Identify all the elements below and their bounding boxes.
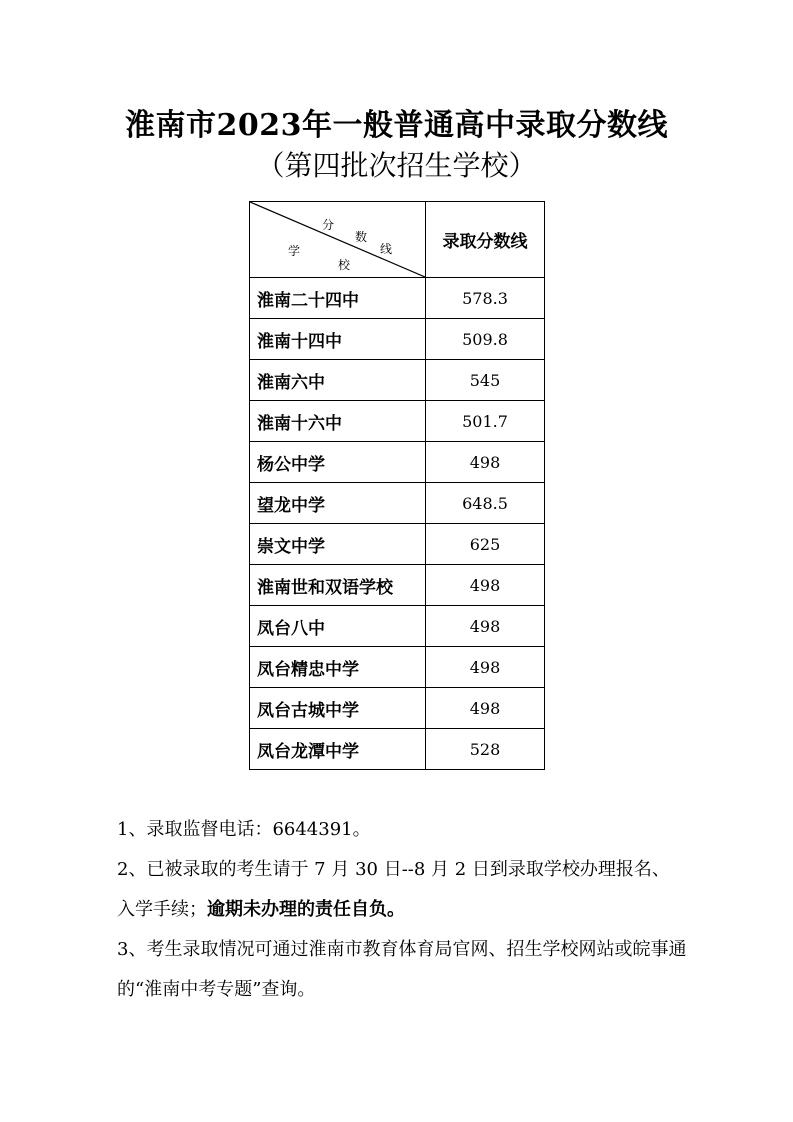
score-value: 498 xyxy=(426,647,545,688)
school-name: 淮南六中 xyxy=(250,360,426,401)
page-title: 淮南市2023年一般普通高中录取分数线 xyxy=(125,108,668,143)
school-name: 凤台古城中学 xyxy=(250,688,426,729)
school-name: 崇文中学 xyxy=(250,524,426,565)
school-name: 望龙中学 xyxy=(250,483,426,524)
table-row xyxy=(250,606,545,647)
header-label-xiao: 校 xyxy=(338,258,351,272)
notes-section xyxy=(117,810,687,1010)
score-value: 625 xyxy=(426,524,545,565)
school-name: 凤台精忠中学 xyxy=(250,647,426,688)
page-subtitle: （第四批次招生学校） xyxy=(256,149,537,182)
score-value: 498 xyxy=(426,442,545,483)
school-name: 杨公中学 xyxy=(250,442,426,483)
header-label-fen: 分 xyxy=(322,218,335,232)
score-table xyxy=(249,201,545,770)
table-row xyxy=(250,483,545,524)
diagonal-header-cell xyxy=(250,202,426,278)
score-value: 578.3 xyxy=(426,278,545,319)
score-value: 648.5 xyxy=(426,483,545,524)
table-row xyxy=(250,729,545,770)
table-row xyxy=(250,278,545,319)
header-label-shu: 数 xyxy=(355,230,368,244)
score-value: 528 xyxy=(426,729,545,770)
score-value: 545 xyxy=(426,360,545,401)
school-name: 淮南十六中 xyxy=(250,401,426,442)
note-registration-text: 2、已被录取的考生请于 7 月 30 日--8 月 2 日到录取学校办理报名、入学手续； xyxy=(117,859,670,920)
note-query-channels: 3、考生录取情况可通过淮南市教育体育局官网、招生学校网站或皖事通的“淮南中考专题”查询。 xyxy=(117,939,687,1000)
score-value: 498 xyxy=(426,688,545,729)
note-registration xyxy=(117,850,687,930)
table-row xyxy=(250,401,545,442)
table-row xyxy=(250,442,545,483)
table-row xyxy=(250,360,545,401)
table-row xyxy=(250,524,545,565)
school-name: 淮南二十四中 xyxy=(250,278,426,319)
note-supervision-phone: 1、录取监督电话：6644391。 xyxy=(117,819,371,840)
table-header-row xyxy=(250,202,545,278)
score-column-header: 录取分数线 xyxy=(426,202,545,278)
school-name: 凤台龙潭中学 xyxy=(250,729,426,770)
school-name: 淮南世和双语学校 xyxy=(250,565,426,606)
school-name: 淮南十四中 xyxy=(250,319,426,360)
score-value: 498 xyxy=(426,606,545,647)
score-value: 509.8 xyxy=(426,319,545,360)
table-row xyxy=(250,565,545,606)
table-row xyxy=(250,647,545,688)
school-name: 凤台八中 xyxy=(250,606,426,647)
note-registration-warning: 逾期未办理的责任自负。 xyxy=(207,899,405,920)
table-row xyxy=(250,319,545,360)
header-label-xian: 线 xyxy=(380,242,393,256)
score-value: 501.7 xyxy=(426,401,545,442)
score-value: 498 xyxy=(426,565,545,606)
table-row xyxy=(250,688,545,729)
header-label-xue: 学 xyxy=(288,244,301,258)
